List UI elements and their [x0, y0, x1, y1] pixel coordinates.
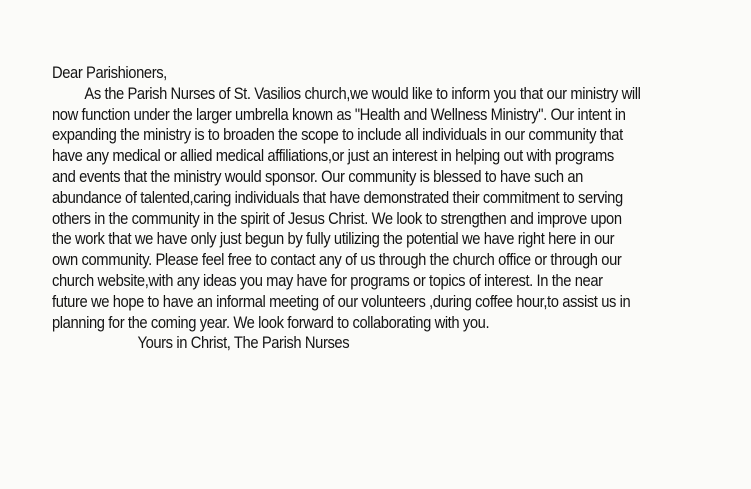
body-line: the work that we have only just begun by fully utilizing the potential we have right here in our — [52, 230, 615, 249]
closing-signature: Yours in Christ, The Parish Nurses — [137, 334, 350, 353]
salutation: Dear Parishioners, — [52, 64, 167, 82]
body-line: expanding the ministry is to broaden the scope to include all individuals in our community that — [52, 126, 623, 145]
body-line: own community. Please feel free to contact any of us through the church office or through our — [52, 251, 622, 270]
body-line: and events that the ministry would sponsor. Our community is blessed to have such an — [52, 167, 583, 186]
body-line: As the Parish Nurses of St. Vasilios church,we would like to inform you that our ministry will — [84, 84, 641, 103]
body-line: planning for the coming year. We look forward to collaborating with you. — [52, 313, 490, 332]
body-line: church website,with any ideas you may have for programs or topics of interest. In the near — [52, 271, 603, 290]
body-line: now function under the larger umbrella known as "Health and Wellness Ministry". Our intent in — [52, 105, 626, 124]
parish-letter — [52, 63, 742, 354]
body-line: abundance of talented,caring individuals that have demonstrated their commitment to serving — [52, 188, 623, 207]
body-line: have any medical or allied medical affiliations,or just an interest in helping out with programs — [52, 147, 614, 166]
body-line: future we hope to have an informal meeting of our volunteers ,during coffee hour,to assist us in — [52, 292, 631, 311]
body-line: others in the community in the spirit of Jesus Christ. We look to strengthen and improve upon — [52, 209, 622, 228]
